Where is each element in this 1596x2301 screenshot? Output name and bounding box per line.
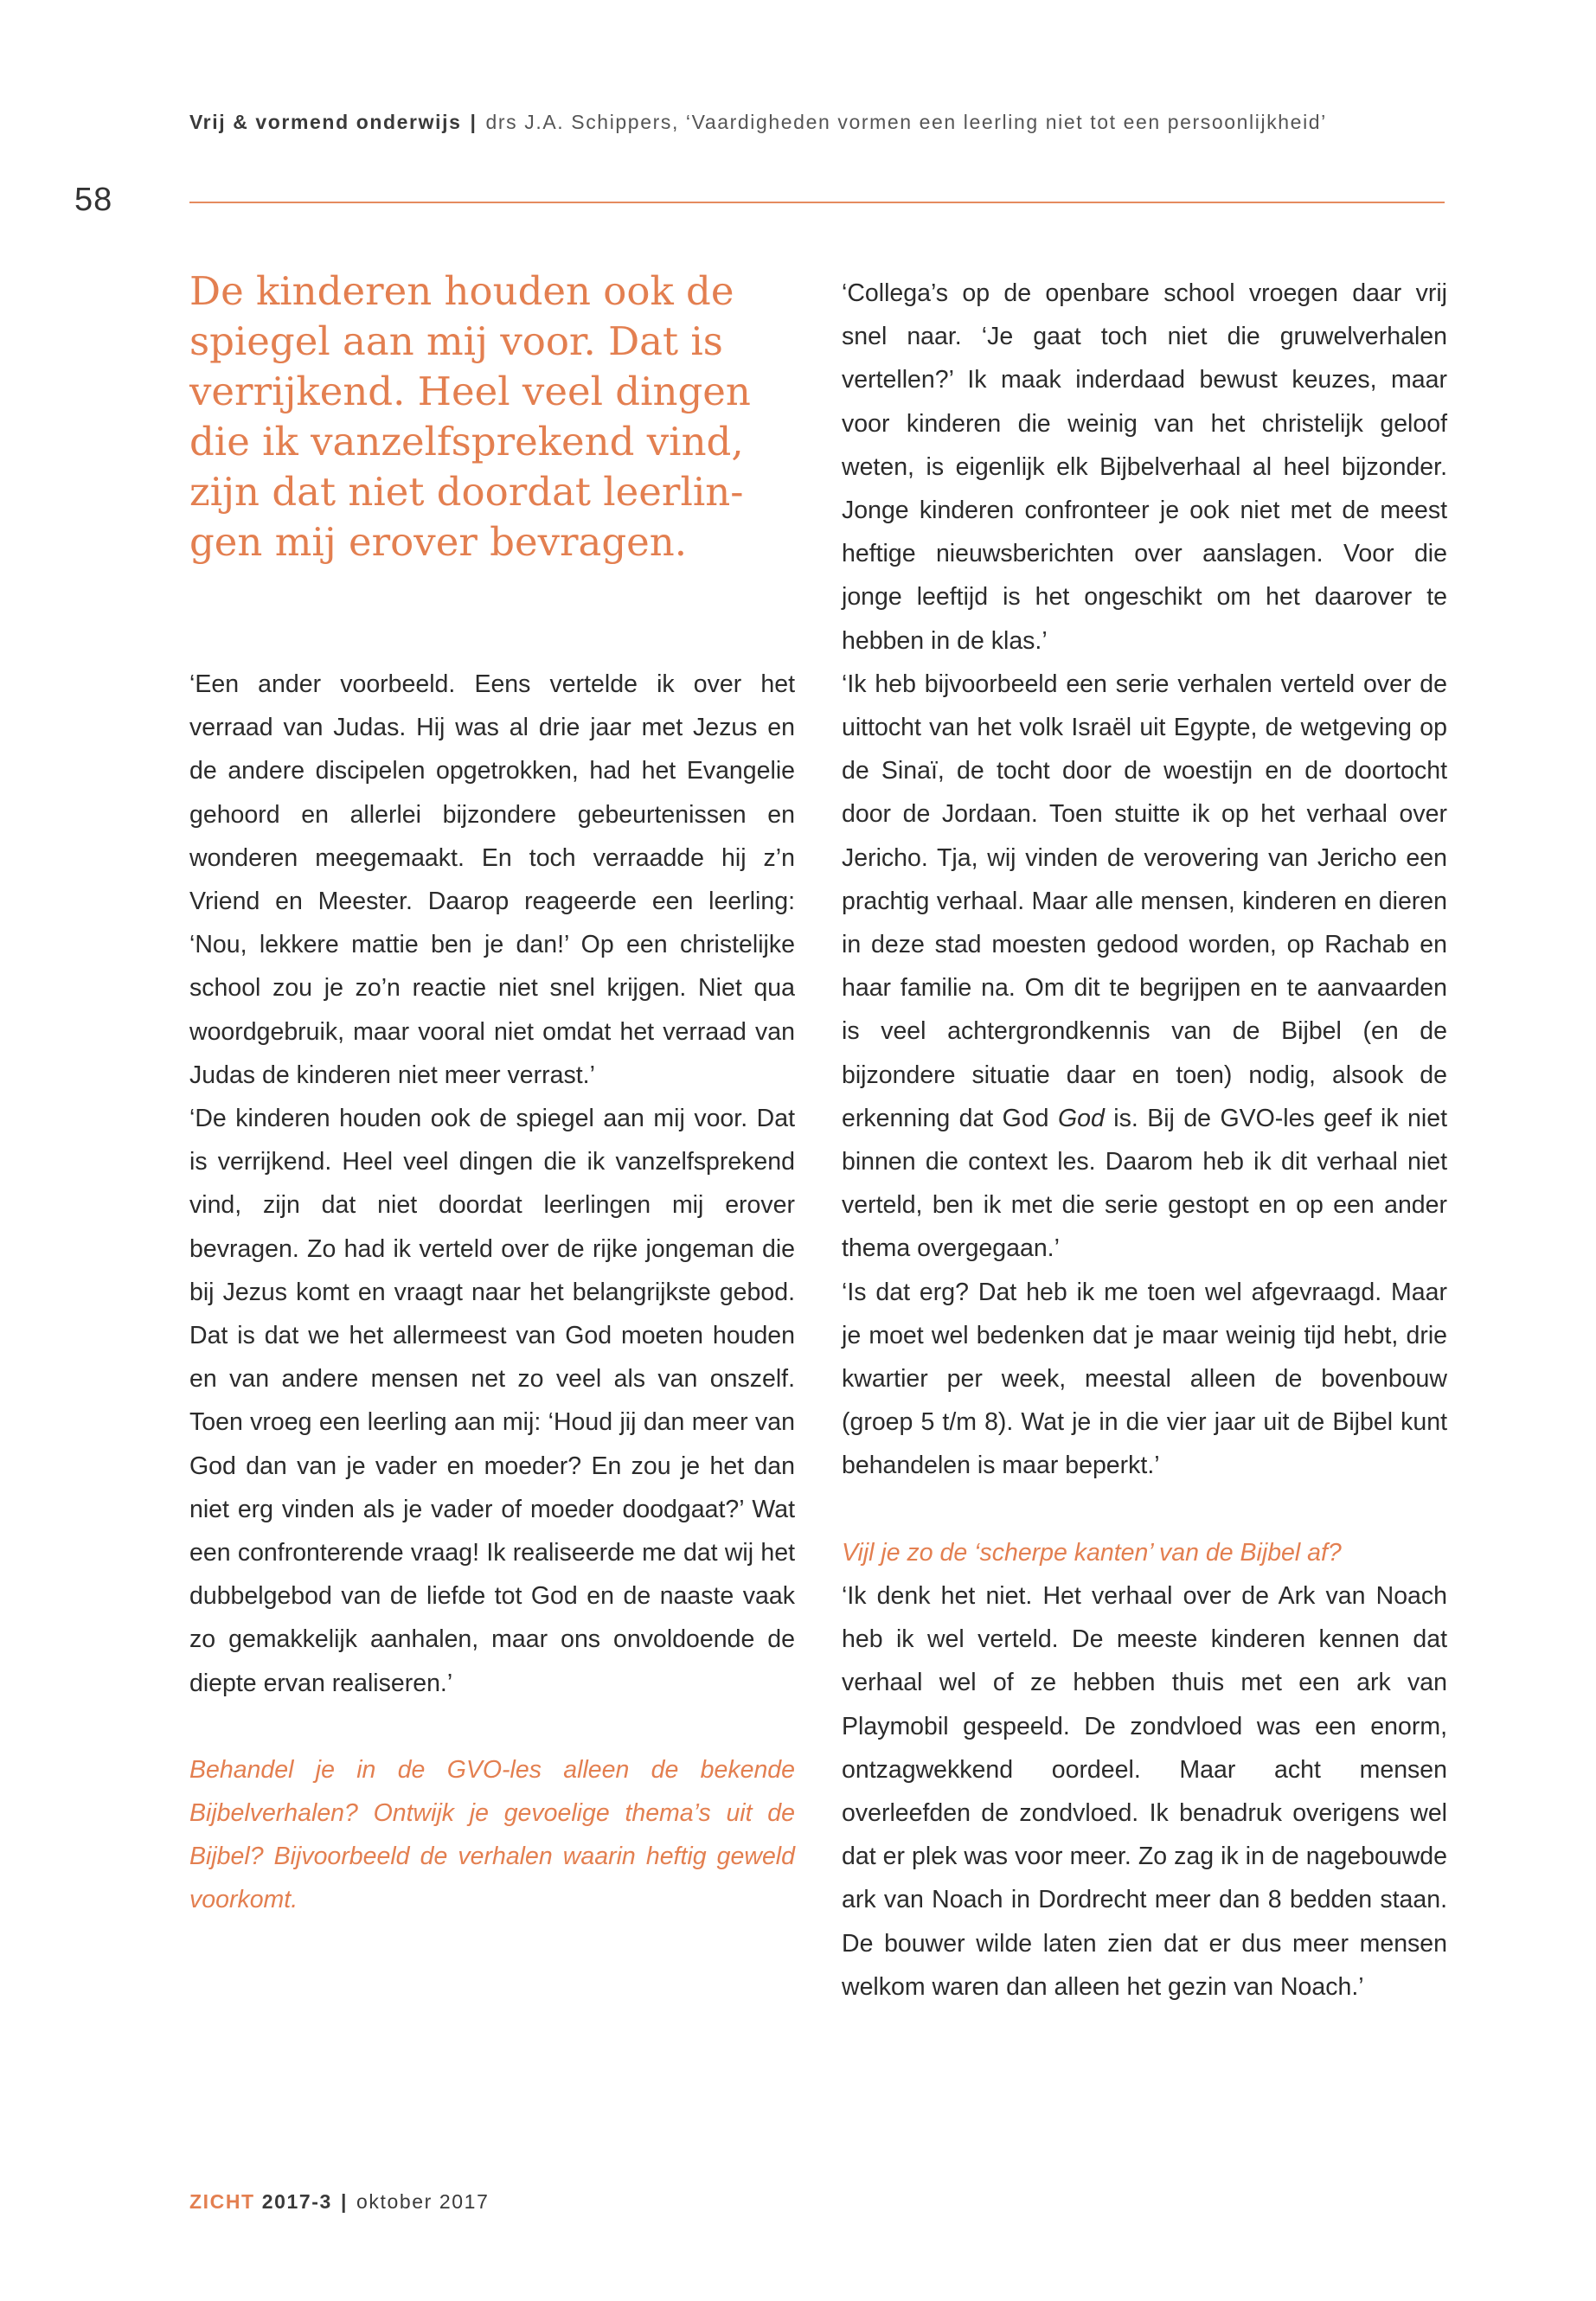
pull-quote-line: spiegel aan mij voor. Dat is <box>189 318 723 364</box>
left-column <box>189 663 795 1922</box>
header-byline: drs J.A. Schippers, ‘Vaardigheden vormen een leerling niet tot een persoonlijkheid’ <box>485 111 1327 133</box>
body-paragraph: ‘Ik denk het niet. Het verhaal over de Ark van Noach heb ik wel verteld. De meeste kinderen kennen dat verhaal wel of ze hebben thuis met een ark van Playmobil gespeeld. De zondvloed was een enorm, ontzagwekkend oordeel. Maar acht mensen overleefden de zondvloed. Ik benadruk overigens wel dat er plek was voor meer. Zo zag ik in de nagebouwde ark van Noach in Dordrecht meer dan 8 bedden staan. De bouwer wilde laten zien dat er dus meer mensen welkom waren dan alleen het gezin van Noach.’ <box>842 1581 1447 2001</box>
right-column <box>842 272 1447 2009</box>
emphasis-text: God <box>1057 1104 1105 1132</box>
footer-magazine-name: ZICHT <box>189 2190 255 2213</box>
body-paragraph: ‘Een ander voorbeeld. Eens vertelde ik over het verraad van Judas. Hij was al drie jaar met Jezus en de andere discipelen opgetrokken, had het Evangelie gehoord en allerlei bijzondere gebeurtenissen en wonderen meegemaakt. En toch verraadde hij z’n Vriend en Meester. Daarop reageerde een leerling: ‘Nou, lekkere mattie ben je dan!’ Op een christelijke school zou je zo’n reactie niet snel krijgen. Niet qua woordgebruik, maar vooral niet omdat het verraad van Judas de kinderen niet meer verrast.’ <box>189 670 795 1089</box>
body-paragraph: ‘De kinderen houden ook de spiegel aan mij voor. Dat is verrijkend. Heel veel dingen die ik vanzelfsprekend vind, zijn dat niet doordat leerlingen mij erover bevragen. Zo had ik verteld over de rijke jongeman die bij Jezus komt en vraagt naar het belangrijkste gebod. Dat is dat we het allermeest van God moeten houden en van andere mensen net zo veel als van onszelf. Toen vroeg een leerling aan mij: ‘Houd jij dan meer van God dan van je vader en moeder? En zou je het dan niet erg vinden als je vader of moeder doodgaat?’ Wat een confronterende vraag! Ik realiseerde me dat wij het dubbelgebod van de liefde tot God en de naaste vaak zo gemakkelijk aanhalen, maar ons onvoldoende de diepte ervan realiseren.’ <box>189 1105 795 1697</box>
paragraph-text: is. Bij de GVO-les geef ik niet binnen die context les. Daarom heb ik dit verhaal niet verteld, ben ik met die serie gestopt en op een ander thema overgegaan.’ <box>842 1104 1448 1263</box>
page-number: 58 <box>74 182 113 218</box>
footer-date: oktober 2017 <box>356 2190 490 2213</box>
body-paragraph: ‘Collega’s op de openbare school vroegen daar vrij snel naar. ‘Je gaat toch niet die gruwelverhalen vertellen?’ Ik maak inderdaad bewust keuzes, maar voor kinderen die weinig van het christelijk geloof weten, is eigenlijk elk Bijbelverhaal al heel bijzonder. Jonge kinderen confronteer je ook niet met de meest heftige nieuwsberichten over aanslagen. Voor die jonge leeftijd is het ongeschikt om het daarover te hebben in de klas.’ <box>842 279 1447 655</box>
paragraph-text: ‘Ik heb bijvoorbeeld een serie verhalen verteld over de uittocht van het volk Israël uit Egypte, de wetgeving op de Sinaï, de tocht door de woestijn en de doortocht door de Jordaan. Toen stuitte ik op het verhaal over Jericho. Tja, wij vinden de verovering van Jericho een prachtig verhaal. Maar alle mensen, kinderen en dieren in deze stad moesten gedood worden, op Rachab en haar familie na. Om dit te begrijpen en te aanvaarden is veel achtergrondkennis van de Bijbel (en de bijzondere situatie daar en toen) nodig, alsook de erkenning dat God <box>842 670 1447 1132</box>
interview-question: Behandel je in de GVO-les alleen de bekende Bijbelverhalen? Ontwijk je gevoelige thema’s uit de Bijbel? Bijvoorbeeld de verhalen waarin heftig geweld voorkomt. <box>189 1755 795 1914</box>
body-paragraph: ‘Is dat erg? Dat heb ik me toen wel afgevraagd. Maar je moet wel bedenken dat je maar weinig tijd hebt, drie kwartier per week, meestal alleen de bovenbouw (groep 5 t/m 8). Wat je in die vier jaar uit de Bijbel kunt behandelen is maar beperkt.’ <box>842 1278 1447 1480</box>
pull-quote-line: die ik vanzelfsprekend vind, <box>189 419 744 465</box>
pull-quote-line: gen mij erover bevragen. <box>189 519 688 565</box>
pull-quote <box>189 266 795 567</box>
pull-quote-line: verrijkend. Heel veel dingen <box>189 369 751 414</box>
body-paragraph <box>842 663 1447 1271</box>
running-header <box>189 111 1444 134</box>
pull-quote-line: zijn dat niet doordat leerlin- <box>189 469 744 515</box>
footer-separator: | <box>340 2190 348 2213</box>
header-rule <box>189 202 1445 203</box>
header-separator: | <box>470 111 478 133</box>
pull-quote-line: De kinderen houden ook de <box>189 268 734 314</box>
header-section-title: Vrij & vormend onderwijs <box>189 111 462 133</box>
interview-question: Vijl je zo de ‘scherpe kanten’ van de Bijbel af? <box>842 1538 1342 1567</box>
footer-issue: 2017-3 <box>261 2190 332 2213</box>
running-footer <box>189 2190 489 2214</box>
